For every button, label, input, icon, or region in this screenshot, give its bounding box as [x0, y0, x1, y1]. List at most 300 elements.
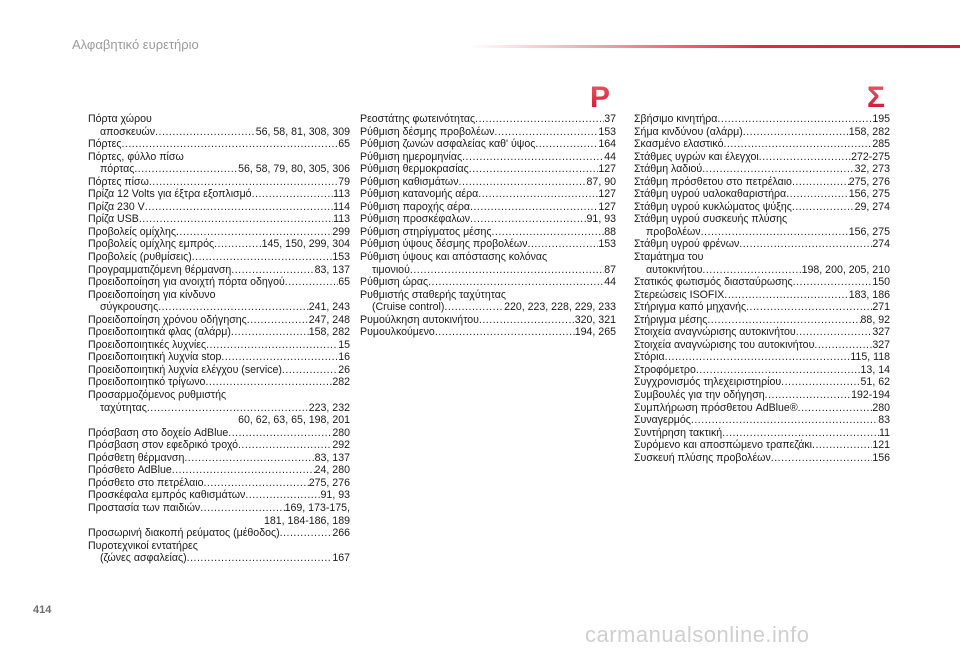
entry-term: Συντήρηση τακτική — [634, 426, 723, 439]
entry-pages: 83, 137 — [314, 451, 350, 464]
entry-term: Προσωρινή διακοπή ρεύματος (μέθοδος) — [88, 527, 280, 540]
dot-leader — [746, 301, 872, 314]
index-heading: Προσαρμοζόμενος ρυθμιστής — [88, 389, 227, 402]
dot-leader — [134, 163, 238, 176]
entry-pages: 156, 275 — [848, 225, 890, 238]
dot-leader — [184, 452, 314, 465]
entry-term: Στερεώσεις ISOFIX — [634, 288, 725, 301]
index-column-1 — [88, 113, 350, 565]
index-entry — [88, 176, 350, 189]
index-entry — [634, 201, 890, 214]
dot-leader — [724, 289, 848, 302]
entry-term: Στοιχεία αναγνώρισης του αυτοκινήτου — [634, 338, 815, 351]
entry-term: Προβολείς ομίχλης εμπρός — [88, 238, 215, 251]
dot-leader — [231, 264, 314, 277]
entry-term: Προειδοποιητικό τρίγωνο — [88, 376, 206, 389]
dot-leader — [743, 126, 849, 139]
index-entry — [634, 151, 890, 164]
entry-pages: 299 — [332, 225, 350, 238]
entry-pages-continued: 181, 184-186, 189 — [263, 514, 350, 527]
entry-term: Ρύθμιση ύψους δέσμης προβολέων — [360, 238, 528, 251]
entry-pages: 115, 118 — [850, 351, 890, 364]
entry-term: πόρτας — [100, 163, 135, 176]
index-entry — [634, 176, 890, 189]
index-heading: Πόρτα χώρου — [88, 113, 152, 125]
index-entry — [360, 138, 616, 151]
index-entry — [634, 238, 890, 251]
entry-pages: 16 — [338, 351, 350, 364]
entry-pages: 65 — [338, 276, 350, 289]
index-entry — [88, 477, 350, 490]
letter-sigma-badge — [856, 80, 896, 112]
entry-term: Ρύθμιση ζωνών ασφαλείας καθ' ύψος — [360, 138, 536, 151]
dot-leader — [470, 213, 586, 226]
entry-term: Συμπλήρωση πρόσθετου AdBlue® — [634, 401, 798, 414]
index-entry — [88, 527, 350, 540]
entry-term: Πρίζα 12 Volts για έξτρα εξοπλισμό — [88, 188, 252, 201]
dot-leader — [221, 351, 338, 364]
entry-pages: 56, 58, 81, 308, 309 — [255, 125, 350, 138]
entry-pages: 271 — [872, 301, 890, 314]
entry-pages: 280 — [332, 426, 350, 439]
entry-pages: 91, 93 — [586, 213, 616, 226]
dot-leader — [147, 402, 309, 415]
dot-leader — [285, 276, 338, 289]
entry-term: ταχύτητας — [100, 401, 147, 414]
index-entry — [88, 351, 350, 364]
entry-pages: 158, 282 — [308, 326, 350, 339]
entry-pages: 37 — [604, 113, 616, 125]
index-entry — [88, 188, 350, 201]
dot-leader — [205, 376, 332, 389]
entry-pages: 114 — [333, 200, 350, 213]
entry-pages: 220, 223, 228, 229, 233 — [504, 301, 616, 314]
index-column-2 — [360, 113, 616, 339]
page-number: 414 — [33, 604, 52, 616]
index-entry — [360, 151, 616, 164]
dot-leader — [176, 226, 332, 239]
dot-leader — [478, 188, 598, 201]
entry-term: Ρύθμιση στηρίγματος μέσης — [360, 225, 492, 238]
index-entry — [88, 489, 350, 502]
entry-term: Πρίζα 230 V — [88, 200, 145, 213]
entry-term: Στόρια — [634, 351, 665, 364]
entry-term: Πόρτες — [88, 138, 122, 151]
entry-pages: 44 — [604, 276, 616, 289]
index-entry — [360, 276, 616, 289]
index-entry — [360, 301, 616, 314]
dot-leader — [759, 151, 851, 164]
dot-leader — [793, 276, 873, 289]
index-entry — [634, 188, 890, 201]
dot-leader — [231, 326, 309, 339]
dot-leader — [192, 251, 333, 264]
index-entry — [88, 264, 350, 277]
entry-term: Προστασία των παιδιών — [88, 501, 201, 514]
entry-term: Προειδοποίηση για ανοιχτή πόρτα οδηγού — [88, 276, 285, 289]
entry-term: Στάθμες υγρών και έλεγχοι — [634, 150, 759, 163]
entry-term: Πόρτες πίσω — [88, 175, 149, 188]
entry-pages: 247, 248 — [308, 313, 350, 326]
dot-leader — [470, 201, 598, 214]
entry-pages: 320, 321 — [574, 313, 616, 326]
entry-pages: 145, 150, 299, 304 — [261, 238, 350, 251]
entry-term: Στήριγμα μέσης — [634, 313, 708, 326]
dot-leader — [200, 502, 284, 515]
entry-term: Στροφόμετρο — [634, 363, 696, 376]
index-heading: Σταμάτημα του — [634, 251, 704, 264]
index-entry — [634, 427, 890, 440]
entry-term: Προειδοποίηση χρόνου οδήγησης — [88, 313, 247, 326]
index-entry — [88, 427, 350, 440]
dot-leader — [280, 527, 333, 540]
index-entry — [634, 126, 890, 139]
entry-term: Σβήσιμο κινητήρα — [634, 113, 718, 125]
index-entry — [634, 452, 890, 465]
entry-term: Ρύθμιση θερμοκρασίας — [360, 163, 469, 176]
watermark: carmanualsonline.info — [585, 622, 810, 647]
entry-pages: 158, 282 — [848, 125, 890, 138]
entry-pages: 127 — [598, 200, 616, 213]
entry-term: Ρεοστάτης φωτεινότητας — [360, 113, 476, 125]
entry-pages: 88 — [604, 225, 616, 238]
entry-pages: 282 — [332, 376, 350, 389]
letter-sigma: Σ — [866, 81, 886, 112]
index-entry — [360, 326, 616, 339]
entry-pages: 156 — [872, 451, 890, 464]
entry-pages: 266 — [332, 527, 350, 540]
index-entry — [88, 238, 350, 251]
entry-term: Προειδοποιητικές λυχνίες — [88, 338, 207, 351]
page-header-title: Αλφαβητικό ευρετήριο — [72, 37, 199, 52]
index-entry — [360, 126, 616, 139]
entry-pages: 292 — [332, 439, 350, 452]
dot-leader — [238, 439, 332, 452]
entry-term: Πρόσθετη θέρμανση — [88, 451, 185, 464]
entry-pages: 153 — [598, 238, 616, 251]
index-heading: Ρύθμιση ύψους και απόστασης κολόνας — [360, 251, 548, 264]
index-entry — [360, 264, 616, 277]
entry-term: (Cruise control) — [372, 301, 445, 314]
index-entry — [88, 326, 350, 339]
index-entry — [88, 376, 350, 389]
entry-pages: 87, 90 — [586, 175, 616, 188]
entry-term: Στάθμη πρόσθετου στο πετρέλαιο — [634, 175, 792, 188]
index-entry — [88, 464, 350, 477]
entry-pages: 274 — [872, 238, 890, 251]
dot-leader — [444, 301, 504, 314]
dot-leader — [121, 138, 338, 151]
entry-term: Στάθμη υγρού υαλοκαθαριστήρα — [634, 188, 787, 201]
entry-term: Προειδοποιητική λυχνία ελέγχου (service) — [88, 363, 282, 376]
index-heading: Πόρτες, φύλλο πίσω — [88, 150, 184, 163]
entry-term: Προειδοποιητική λυχνία stop — [88, 351, 222, 364]
entry-pages: 29, 274 — [854, 200, 890, 213]
entry-pages: 280 — [872, 401, 890, 414]
entry-pages: 113 — [333, 188, 350, 201]
entry-pages: 11 — [879, 426, 890, 439]
entry-term: προβολέων — [646, 225, 701, 238]
dot-leader — [139, 213, 333, 226]
entry-pages: 285 — [872, 138, 890, 151]
dot-leader — [428, 276, 604, 289]
dot-leader — [475, 113, 604, 126]
dot-leader — [158, 301, 309, 314]
index-entry — [634, 138, 890, 151]
entry-term: Σήμα κινδύνου (αλάρμ) — [634, 125, 743, 138]
dot-leader — [203, 477, 308, 490]
index-entry — [634, 113, 890, 126]
index-entry — [634, 276, 890, 289]
index-entry — [634, 364, 890, 377]
entry-term: Ρύθμιση παροχής αέρα — [360, 200, 470, 213]
index-entry — [360, 176, 616, 189]
index-entry — [634, 163, 890, 176]
index-column-3 — [634, 113, 890, 464]
index-entry — [634, 326, 890, 339]
entry-pages: 164 — [598, 138, 616, 151]
entry-term: σύγκρουσης — [100, 301, 159, 314]
index-entry — [88, 402, 350, 415]
index-entry — [88, 364, 350, 377]
index-entry — [88, 301, 350, 314]
dot-leader — [701, 226, 849, 239]
entry-term: Συρόμενο και αποσπώμενο τραπεζάκι — [634, 439, 813, 452]
entry-pages: 198, 200, 205, 210 — [801, 263, 890, 276]
index-entry — [634, 402, 890, 415]
dot-leader — [535, 138, 598, 151]
entry-term: Προβολείς (ρυθμίσεις) — [88, 251, 192, 264]
dot-leader — [739, 238, 872, 251]
entry-term: Στατικός φωτισμός διασταύρωσης — [634, 276, 793, 289]
index-entry — [88, 439, 350, 452]
dot-leader — [214, 238, 262, 251]
entry-pages: 167 — [332, 552, 350, 565]
entry-pages: 327 — [872, 326, 890, 339]
entry-pages: 327 — [872, 338, 890, 351]
dot-leader — [228, 427, 332, 440]
entry-pages: 275, 276 — [848, 175, 890, 188]
entry-term: Προειδοποιητικά φλας (αλάρμ) — [88, 326, 231, 339]
entry-term: Ρύθμιση προσκέφαλων — [360, 213, 471, 226]
dot-leader — [665, 351, 851, 364]
entry-pages: 44 — [604, 150, 616, 163]
index-entry — [88, 201, 350, 214]
dot-leader — [812, 439, 872, 452]
dot-leader — [410, 264, 604, 277]
index-entry — [88, 552, 350, 565]
dot-leader — [459, 176, 587, 189]
entry-pages: 65 — [338, 138, 350, 151]
dot-leader — [702, 163, 854, 176]
index-entry — [634, 351, 890, 364]
entry-pages: 32, 273 — [854, 163, 890, 176]
entry-pages: 272-275 — [851, 150, 890, 163]
entry-term: Ρύθμιση δέσμης προβολέων — [360, 125, 495, 138]
dot-leader — [792, 201, 855, 214]
letter-p: P — [589, 81, 611, 112]
index-entry — [88, 126, 350, 139]
dot-leader — [245, 489, 320, 502]
entry-term: Συσκευή πλύσης προβολέων — [634, 451, 771, 464]
entry-term: Προβολείς ομίχλης — [88, 225, 176, 238]
dot-leader — [798, 402, 873, 415]
index-entry — [88, 502, 350, 515]
entry-term: Πρίζα USB — [88, 213, 139, 226]
entry-pages: 83 — [878, 414, 890, 427]
entry-pages: 223, 232 — [308, 401, 350, 414]
index-entry — [88, 138, 350, 151]
index-entry — [634, 414, 890, 427]
entry-term: Ρύθμιση κατανομής αέρα — [360, 188, 479, 201]
dot-leader — [781, 376, 860, 389]
index-entry — [634, 301, 890, 314]
index-entry — [88, 276, 350, 289]
entry-pages: 15 — [338, 338, 350, 351]
dot-leader — [696, 364, 861, 377]
entry-pages: 13, 14 — [860, 363, 890, 376]
index-heading: Ρυθμιστής σταθερής ταχύτητας — [360, 288, 507, 301]
index-entry — [360, 213, 616, 226]
entry-term: Πρόσβαση στο δοχείο AdBlue — [88, 426, 229, 439]
dot-leader — [149, 176, 338, 189]
entry-term: τιμονιού — [372, 263, 410, 276]
index-entry — [88, 163, 350, 176]
entry-pages: 88, 92 — [860, 313, 890, 326]
entry-term: Συναγερμός — [634, 414, 691, 427]
index-heading: Προειδοποίηση για κίνδυνο — [88, 288, 216, 301]
entry-pages: 56, 58, 79, 80, 305, 306 — [238, 163, 350, 176]
entry-term: Προγραμματιζόμενη θέρμανση — [88, 263, 232, 276]
index-entry — [360, 163, 616, 176]
entry-pages: 127 — [598, 188, 616, 201]
entry-pages: 275, 276 — [308, 476, 350, 489]
dot-leader — [469, 163, 599, 176]
entry-term: Στοιχεία αναγνώρισης αυτοκινήτου — [634, 326, 796, 339]
entry-pages: 87 — [604, 263, 616, 276]
index-heading: Πυροτεχνικοί εντατήρες — [88, 539, 198, 552]
index-entry — [88, 251, 350, 264]
entry-term: αυτοκινήτου — [646, 263, 703, 276]
entry-pages: 150 — [872, 276, 890, 289]
entry-term: Πρόσβαση στον εφεδρικό τροχό — [88, 439, 238, 452]
index-entry — [360, 314, 616, 327]
index-entry — [634, 376, 890, 389]
index-entry — [634, 339, 890, 352]
entry-term: Συγχρονισμός τηλεχειριστηρίου — [634, 376, 782, 389]
index-entry — [88, 339, 350, 352]
entry-pages: 156, 275 — [848, 188, 890, 201]
index-entry — [634, 314, 890, 327]
dot-leader — [765, 389, 851, 402]
entry-pages: 153 — [598, 125, 616, 138]
dot-leader — [172, 464, 315, 477]
index-entry — [634, 289, 890, 302]
index-entry — [360, 113, 616, 126]
entry-term: Προσκέφαλα εμπρός καθισμάτων — [88, 489, 246, 502]
index-entry — [360, 188, 616, 201]
entry-term: Στάθμη λαδιού — [634, 163, 703, 176]
entry-pages: 24, 280 — [314, 464, 350, 477]
entry-pages: 192-194 — [851, 389, 890, 402]
entry-term: αποσκευών — [100, 125, 156, 138]
letter-p-badge — [580, 80, 620, 112]
entry-term: (ζώνες ασφαλείας) — [100, 552, 187, 565]
index-entry — [634, 439, 890, 452]
dot-leader — [527, 238, 598, 251]
dot-leader — [206, 339, 338, 352]
dot-leader — [145, 201, 333, 214]
entry-pages: 195 — [872, 113, 890, 125]
dot-leader — [814, 339, 872, 352]
index-entry — [88, 213, 350, 226]
dot-leader — [707, 314, 860, 327]
entry-term: Ρύθμιση καθισμάτων — [360, 175, 459, 188]
entry-term: Ρύθμιση ημερομηνίας — [360, 150, 463, 163]
dot-leader — [252, 188, 334, 201]
dot-leader — [491, 226, 604, 239]
index-entry — [360, 238, 616, 251]
entry-pages: 241, 243 — [308, 301, 350, 314]
entry-term: Ρυμουλκούμενο — [360, 326, 435, 339]
dot-leader — [155, 126, 256, 139]
entry-term: Στάθμη υγρού κυκλώματος ψύξης — [634, 200, 792, 213]
dot-leader — [796, 326, 873, 339]
entry-term: Ρυμούλκηση αυτοκινήτου — [360, 313, 479, 326]
dot-leader — [717, 113, 872, 126]
entry-pages: 183, 186 — [848, 288, 890, 301]
dot-leader — [792, 176, 849, 189]
entry-pages: 91, 93 — [320, 489, 350, 502]
dot-leader — [494, 126, 598, 139]
index-entry — [634, 389, 890, 402]
dot-leader — [282, 364, 338, 377]
dot-leader — [691, 414, 878, 427]
entry-term: Πρόσθετο AdBlue — [88, 464, 172, 477]
dot-leader — [771, 452, 873, 465]
entry-pages: 83, 137 — [314, 263, 350, 276]
entry-term: Στάθμη υγρού φρένων — [634, 238, 740, 251]
index-entry — [634, 226, 890, 239]
entry-term: Πρόσθετο στο πετρέλαιο — [88, 476, 204, 489]
entry-pages: 26 — [338, 363, 350, 376]
entry-pages: 113 — [333, 213, 350, 226]
index-heading: Στάθμη υγρού συσκευής πλύσης — [634, 213, 788, 226]
dot-leader — [479, 314, 575, 327]
entry-pages: 127 — [598, 163, 616, 176]
entry-pages-continued: 60, 62, 63, 65, 198, 201 — [238, 414, 350, 427]
index-entry — [634, 264, 890, 277]
entry-pages: 121 — [872, 439, 890, 452]
index-entry — [88, 314, 350, 327]
entry-pages: 153 — [332, 251, 350, 264]
entry-term: Συμβουλές για την οδήγηση — [634, 389, 765, 402]
entry-term: Στήριγμα καπό μηχανής — [634, 301, 747, 314]
dot-leader — [462, 151, 604, 164]
index-entry — [360, 226, 616, 239]
dot-leader — [247, 314, 309, 327]
dot-leader — [723, 138, 872, 151]
entry-term: Ρύθμιση ώρας — [360, 276, 429, 289]
entry-pages: 51, 62 — [860, 376, 890, 389]
dot-leader — [786, 188, 849, 201]
dot-leader — [702, 264, 801, 277]
dot-leader — [435, 326, 575, 339]
entry-pages: 194, 265 — [574, 326, 616, 339]
header-accent-bar — [470, 45, 960, 48]
entry-term: Σκασμένο ελαστικό — [634, 138, 724, 151]
index-entry — [360, 201, 616, 214]
